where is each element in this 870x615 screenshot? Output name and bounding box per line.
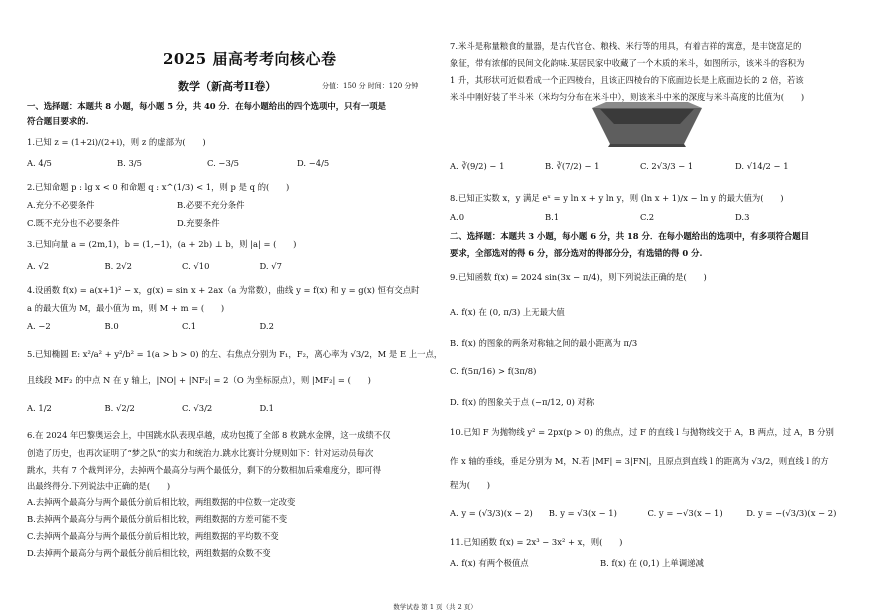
option-b: B. f(x) 在 (0,1) 上单调递减 [600, 558, 704, 568]
section2-heading-cont: 要求，全部选对的得 6 分，部分选对的得部分分，有选错的得 0 分. [450, 248, 703, 258]
option-a: A. y = (√3/3)(x − 2) [450, 508, 533, 518]
question-stem-cont: 创造了历史，也再次证明了“梦之队”的实力和统治力.跳水比赛计分规则如下：针对运动员每次 [27, 448, 374, 458]
option-b: B. ∛(7/2) − 1 [545, 161, 600, 171]
question-stem-cont: 象征，带有浓郁的民间文化韵味.某居民家中收藏了一个木质的米斗，如图所示，该米斗的容积为 [450, 58, 805, 68]
question-stem-cont: a 的最大值为 M，最小值为 m，则 M + m = ( ) [27, 303, 225, 313]
option-d: D.2 [259, 321, 274, 331]
rice-measure-image [592, 102, 702, 148]
question-stem: 11.已知函数 f(x) = 2x³ − 3x² + x，则( ) [450, 537, 623, 547]
option-d: D.1 [259, 403, 274, 413]
option-b: B.必要不充分条件 [177, 200, 245, 210]
question-stem-cont: 程为( ) [450, 480, 491, 490]
question-stem: 6.在 2024 年巴黎奥运会上，中国跳水队表现卓越，成功包揽了全部 8 枚跳水金牌，这一成绩不仅 [27, 430, 391, 440]
option-c: C. y = −√3(x − 1) [647, 508, 723, 518]
subject-title: 数学（新高考II卷） [178, 80, 277, 93]
question-stem-cont: 出最终得分.下列说法中正确的是( ) [27, 481, 171, 491]
option-a: A. 4/5 [27, 158, 52, 168]
option-c: C. √10 [182, 261, 210, 271]
option-d: D.3 [735, 212, 750, 222]
option-c: C.既不充分也不必要条件 [27, 218, 120, 228]
option-b: B.0 [104, 321, 119, 331]
option-d: D. √14/2 − 1 [735, 161, 789, 171]
option-c: C. −3/5 [207, 158, 239, 168]
option-d: D. y = −(√3/3)(x − 2) [746, 508, 837, 518]
option-b: B.1 [545, 212, 560, 222]
option-d: D. f(x) 的图象关于点 (−π/12, 0) 对称 [450, 397, 595, 407]
question-stem: 1.已知 z = (1+2i)/(2+i)，则 z 的虚部为( ) [27, 137, 206, 147]
option-b: B. y = √3(x − 1) [548, 508, 617, 518]
option-b: B. f(x) 的图象的两条对称轴之间的最小距离为 π/3 [450, 338, 638, 348]
question-stem: 7.米斗是称量粮食的量器，是古代官仓、粮栈、米行等的用具，有着吉祥的寓意，是丰饶富足的 [450, 41, 802, 51]
option-b: B. √2/2 [104, 403, 135, 413]
question-stem: 5.已知椭圆 E: x²/a² + y²/b² = 1(a > b > 0) 的左、右焦点分别为 F₁，F₂，离心率为 √3/2，M 是 E 上一点， [27, 349, 443, 359]
option-d: D.充要条件 [177, 218, 220, 228]
question-stem: 2.已知命题 p : lg x < 0 和命题 q : x^(1/3) < 1，则 p 是 q 的( ) [27, 182, 290, 192]
question-stem: 4.设函数 f(x) = a(x+1)² − x，g(x) = sin x + 2ax（a 为常数），曲线 y = f(x) 和 y = g(x) 恒有交点时 [27, 285, 420, 295]
option-row [450, 558, 750, 569]
option-a: A. 1/2 [27, 403, 52, 413]
question-stem-cont: 作 x 轴的垂线，垂足分别为 M，N.若 |MF| = 3|FN|，且原点到直线 l 的距离为 √3/2，则直线 l 的方 [450, 456, 829, 466]
option-a: A.去掉两个最高分与两个最低分前后相比较，两组数据的中位数一定改变 [27, 497, 296, 507]
option-a: A. f(x) 有两个极值点 [450, 558, 529, 568]
option-row [27, 158, 387, 169]
option-row [450, 161, 830, 172]
option-row [27, 261, 337, 272]
question-stem: 10.已知 F 为抛物线 y² = 2px(p > 0) 的焦点，过 F 的直线 l 与抛物线交于 A，B 两点，过 A，B 分别 [450, 427, 834, 437]
question-stem: 9.已知函数 f(x) = 2024 sin(3x − π/4)，则下列说法正确的是( ) [450, 272, 707, 282]
question-stem-cont: 且线段 MF₂ 的中点 N 在 y 轴上，|NO| + |NF₂| = 2（O 为坐标原点），则 |MF₂| = ( ) [27, 375, 371, 385]
question-stem-cont: 1 升，其形状可近似看成一个正四棱台，且该正四棱台的下底面边长是上底面边长的 2 倍，若该 [450, 75, 804, 85]
option-d: D. −4/5 [297, 158, 330, 168]
option-b: B.去掉两个最高分与两个最低分前后相比较，两组数据的方差可能不变 [27, 514, 288, 524]
option-row [27, 200, 327, 211]
question-stem: 3.已知向量 a = (2m,1)，b = (1,−1)，(a + 2b) ⊥ b，则 |a| = ( ) [27, 239, 297, 249]
question-stem-cont: 跳水，共有 7 个裁判评分，去掉两个最高分与两个最低分，剩下的分数相加后乘难度分，即可得 [27, 465, 382, 475]
option-a: A. f(x) 在 (0, π/3) 上无最大值 [450, 307, 565, 317]
option-a: A. √2 [27, 261, 50, 271]
option-row [450, 508, 845, 519]
option-a: A.充分不必要条件 [27, 200, 95, 210]
option-d: D.去掉两个最高分与两个最低分前后相比较，两组数据的众数不变 [27, 548, 271, 558]
question-stem-cont: 米斗中刚好装了半斗米（米均匀分布在米斗中），则该米斗中米的深度与米斗高度的比值为( ) [450, 92, 805, 102]
option-row [450, 212, 830, 223]
option-row [27, 321, 337, 332]
option-c: C. √3/2 [182, 403, 213, 413]
option-c: C.去掉两个最高分与两个最低分前后相比较，两组数据的平均数不变 [27, 531, 279, 541]
section2-heading: 二、选择题：本题共 3 小题，每小题 6 分，共 18 分．在每小题给出的选项中，有多项符合题目 [450, 231, 810, 241]
option-d: D. √7 [259, 261, 282, 271]
exam-title: 2025 届高考考向核心卷 [163, 50, 337, 68]
option-a: A.0 [450, 212, 465, 222]
option-b: B. 2√2 [104, 261, 132, 271]
option-c: C. 2√3/3 − 1 [640, 161, 694, 171]
option-a: A. −2 [27, 321, 51, 331]
option-row [27, 403, 337, 414]
option-a: A. ∛(9/2) − 1 [450, 161, 505, 171]
option-c: C.1 [182, 321, 197, 331]
option-c: C. f(5π/16) > f(3π/8) [450, 366, 537, 376]
option-b: B. 3/5 [117, 158, 142, 168]
option-c: C.2 [640, 212, 655, 222]
page-footer: 数学试卷 第 1 页（共 2 页） [393, 603, 477, 611]
exam-meta: 分值：150 分 时间：120 分钟 [322, 82, 419, 90]
section1-heading: 一、选择题：本题共 8 小题，每小题 5 分，共 40 分．在每小题给出的四个选项中，只有一项是 [27, 101, 387, 111]
question-stem: 8.已知正实数 x，y 满足 eˣ = y ln x + y ln y，则 (ln x + 1)/x − ln y 的最大值为( ) [450, 193, 784, 203]
option-row [27, 218, 327, 229]
section1-heading-cont: 符合题目要求的. [27, 116, 89, 126]
